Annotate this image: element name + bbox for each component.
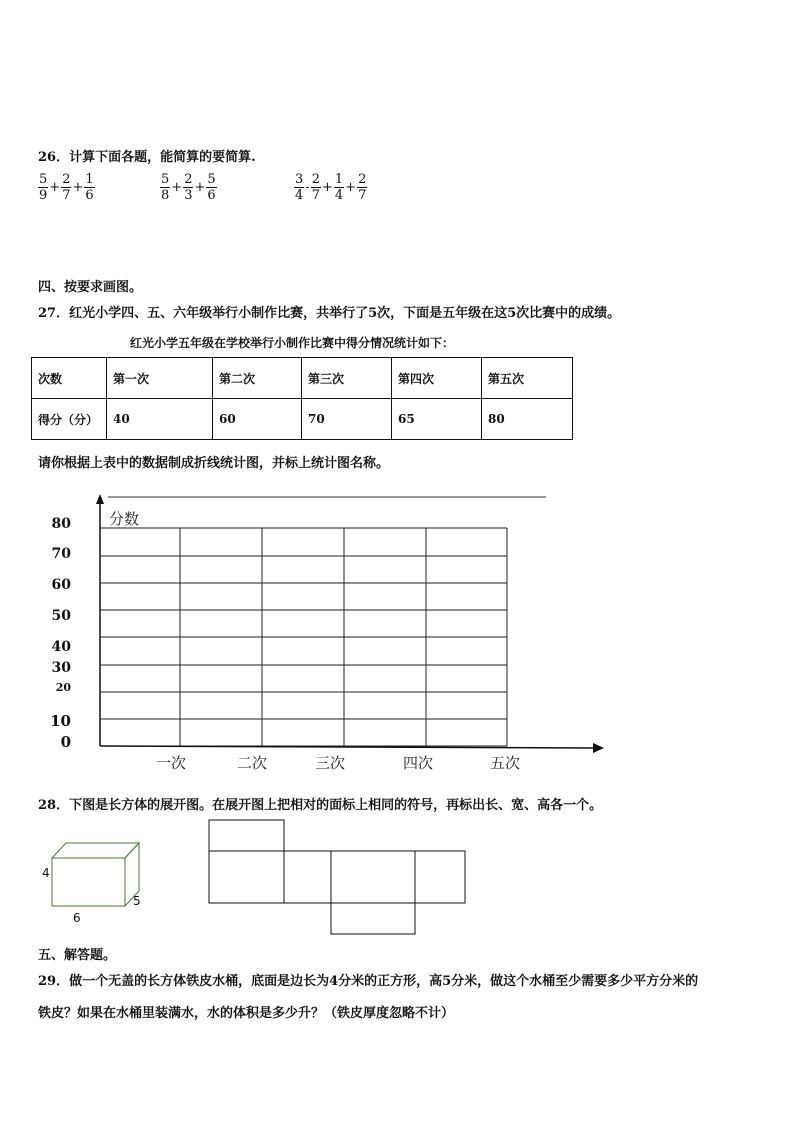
net-face-2: [284, 851, 331, 903]
score-table: [31, 357, 573, 440]
fraction: [84, 172, 94, 203]
fraction-numerator: 1: [85, 172, 94, 187]
fraction-numerator: 5: [39, 172, 48, 187]
fraction-numerator: 1: [334, 172, 344, 187]
y-axis-label: 分数: [109, 510, 140, 528]
fraction-denominator: 9: [39, 188, 48, 203]
q26-expression-1: [38, 172, 95, 203]
fraction-numerator: 5: [207, 172, 216, 187]
table-row: [32, 399, 573, 440]
table-cell: 70: [302, 399, 392, 440]
y-tick-label: 80: [51, 516, 71, 532]
x-tick-label: 五次: [490, 754, 521, 772]
x-tick-label: 二次: [237, 754, 268, 772]
table-cell: 80: [482, 399, 573, 440]
y-tick-label: 40: [51, 639, 71, 655]
fraction: [357, 172, 367, 203]
fraction: [160, 172, 170, 203]
q27-title: 27．红光小学四、五、六年级举行小制作比赛，共举行了5次，下面是五年级在这5次比赛中的成绩。: [38, 306, 621, 321]
net-face-1: [209, 851, 284, 903]
operator: +: [194, 180, 206, 195]
table-caption: 红光小学五年级在学校举行小制作比赛中得分情况统计如下：: [130, 336, 455, 350]
fraction-denominator: 7: [358, 188, 367, 203]
net-face-bottom: [331, 903, 415, 934]
fraction: [311, 172, 321, 203]
operator: +: [345, 180, 357, 195]
x-tick-label: 四次: [403, 754, 434, 772]
net-face-3: [331, 851, 415, 903]
y-axis-arrow: [96, 494, 104, 504]
fraction: [294, 172, 304, 203]
fraction-numerator: 5: [161, 172, 170, 187]
cuboid-top-face: [52, 843, 139, 858]
table-cell: 第四次: [392, 358, 482, 399]
fraction-denominator: 7: [311, 188, 320, 203]
fraction: [206, 172, 216, 203]
fraction: [61, 172, 71, 203]
operator: -: [305, 180, 310, 195]
q29-line2: 铁皮？如果在水桶里装满水，水的体积是多少升？（铁皮厚度忽略不计）: [38, 1006, 455, 1021]
section5-title: 五、解答题。: [38, 948, 117, 963]
fraction: [183, 172, 193, 203]
table-cell: 第一次: [107, 358, 213, 399]
table-cell: 次数: [32, 358, 107, 399]
fraction-denominator: 6: [207, 188, 216, 203]
table-cell: 第三次: [302, 358, 392, 399]
table-cell: 第二次: [213, 358, 302, 399]
fraction-numerator: 2: [62, 172, 71, 187]
cuboid-length-label: 6: [73, 911, 81, 925]
q29-line1: 29．做一个无盖的长方体铁皮水桶，底面是边长为4分米的正方形，高5分米，做这个水桶至少需要多少平方分米的: [38, 974, 699, 989]
cuboid-width-label: 5: [133, 894, 141, 908]
fraction-denominator: 4: [295, 188, 304, 203]
net-face-top: [209, 820, 284, 851]
chart-grid: [100, 528, 507, 746]
cuboid-height-label: 4: [42, 866, 50, 880]
fraction-numerator: 2: [311, 172, 320, 187]
y-tick-label: 10: [50, 712, 71, 730]
x-tick-label: 三次: [315, 754, 346, 772]
q26-title: 26．计算下面各题，能简算的要简算.: [38, 150, 256, 165]
fraction: [334, 172, 344, 203]
table-cell: 40: [107, 399, 213, 440]
section4-title: 四、按要求画图。: [38, 280, 143, 295]
net-face-4: [415, 851, 465, 903]
table-cell: 60: [213, 399, 302, 440]
fraction: [38, 172, 48, 203]
fraction-denominator: 6: [85, 188, 94, 203]
fraction-denominator: 7: [62, 188, 71, 203]
y-tick-label: 20: [55, 681, 71, 694]
q26-expression-3: [294, 172, 367, 203]
q26-expression-2: [160, 172, 217, 203]
table-cell: 得分（分）: [32, 399, 107, 440]
q28-title: 28．下图是长方体的展开图。在展开图上把相对的面标上相同的符号，再标出长、宽、高各一个。: [38, 798, 603, 813]
fraction-denominator: 3: [184, 188, 193, 203]
x-tick-label: 一次: [156, 754, 187, 772]
cuboid-net: [200, 815, 475, 940]
y-tick-label: 60: [51, 577, 71, 593]
x-axis-arrow: [593, 743, 604, 753]
fraction-numerator: 2: [184, 172, 193, 187]
fraction-numerator: 2: [358, 172, 367, 187]
table-cell: 65: [392, 399, 482, 440]
q27-instruction: 请你根据上表中的数据制成折线统计图，并标上统计图名称。: [38, 456, 390, 471]
operator: +: [171, 180, 183, 195]
cuboid-front-face: [52, 858, 125, 906]
fraction-numerator: 3: [295, 172, 304, 187]
operator: +: [321, 180, 333, 195]
fraction-denominator: 8: [161, 188, 170, 203]
operator: +: [49, 180, 61, 195]
table-row: [32, 358, 573, 399]
y-tick-label: 70: [51, 546, 71, 562]
y-tick-label: 30: [51, 660, 71, 676]
x-axis: [100, 746, 594, 748]
y-tick-label: 50: [51, 608, 71, 624]
y-tick-label: 0: [60, 733, 71, 751]
table-cell: 第五次: [482, 358, 573, 399]
fraction-denominator: 4: [334, 188, 344, 203]
operator: +: [72, 180, 84, 195]
